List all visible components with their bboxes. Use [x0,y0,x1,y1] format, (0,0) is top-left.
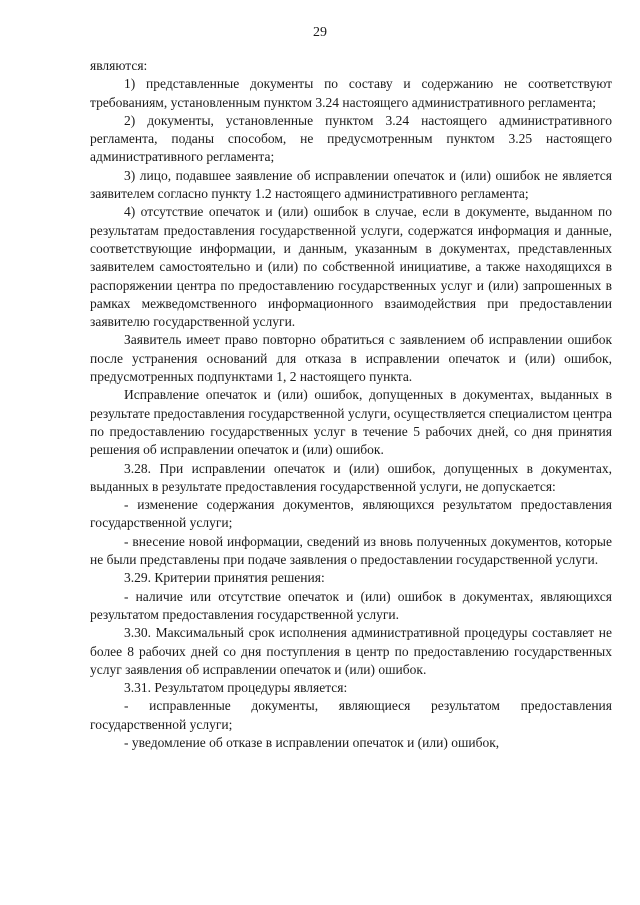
list-item-refusal-notice: - уведомление об отказе в исправлении опечаток и (или) ошибок, [124,734,500,750]
list-item-criteria: - наличие или отсутствие опечаток и (или) ошибок в документах, являющихся результатом предоставления государственной услуги. [90,588,612,622]
paragraph-section-3-31: 3.31. Результатом процедуры является: [124,680,348,696]
paragraph-correction-terms: Исправление опечаток и (или) ошибок, допущенных в документах, выданных в результате предоставления государственной услуги, осуществляется специалистом центра по предоставлению государственных услуг в течение 5 рабочих дней, со дня принятия решения об исправлении опечаток и (или) ошибок. [90,387,612,458]
paragraph-item-2: 2) документы, установленные пунктом 3.24 настоящего административного регламента, поданы способом, не предусмотренным пунктом 3.25 настоящего административного регламента; [90,112,612,165]
page-number: 29 [313,25,327,40]
paragraph-reapply-right: Заявитель имеет право повторно обратиться с заявлением об исправлении ошибок после устранения оснований для отказа в исправлении опечаток и (или) ошибок, предусмотренных подпунктами 1, 2 настоящего пункта. [90,332,612,385]
paragraph-section-3-29: 3.29. Критерии принятия решения: [124,570,325,586]
paragraph-item-4: 4) отсутствие опечаток и (или) ошибок в случае, если в документе, выданном по результатам предоставления государственной услуги, содержатся информация и данные, соответствующие информации, и данным, указанным в документах, представленных заявителем самостоятельно и (или) по собственной инициативе, а также находящихся в распоряжении центра по предоставлению государственных услуг и (или) запрошенных в рамках межведомственного информационного взаимодействия при предоставлении заявителю государственной услуги. [90,204,612,330]
paragraph-item-3: 3) лицо, подавшее заявление об исправлении опечаток и (или) ошибок не является заявителем согласно пункту 1.2 настоящего административного регламента; [90,167,612,202]
list-item-content-change: - изменение содержания документов, являющихся результатом предоставления государственной услуги; [90,497,612,531]
paragraph-item-1: 1) представленные документы по составу и содержанию не соответствуют требованиям, установленным пунктом 3.24 настоящего административного регламента; [90,76,612,110]
list-item-new-information: - внесение новой информации, сведений из вновь полученных документов, которые не были представлены при подаче заявления о предоставлении государственной услуги. [90,533,612,568]
paragraph-section-3-30: 3.30. Максимальный срок исполнения административной процедуры составляет не более 8 рабочих дней со дня поступления в центр по предоставлению государственных услуг заявления об исправлении опечаток и (или) ошибок. [90,625,612,677]
paragraph-section-3-28: 3.28. При исправлении опечаток и (или) ошибок, допущенных в документах, выданных в результате предоставления государственной услуги, не допускается: [90,460,612,494]
list-item-corrected-documents: - исправленные документы, являющиеся результатом предоставления государственной услуги; [90,698,612,732]
document-body [90,57,612,752]
paragraph-intro: являются: [90,58,148,73]
